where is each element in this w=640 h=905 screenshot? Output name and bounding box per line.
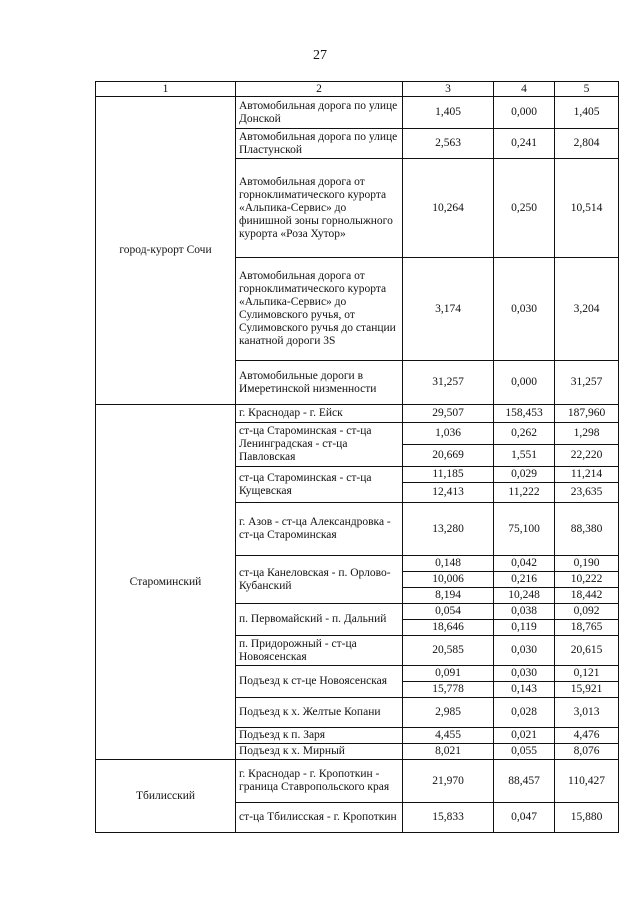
- value-cell: 0,030: [494, 666, 555, 682]
- value-cell: 0,091: [403, 666, 494, 682]
- value-cell: 15,833: [403, 803, 494, 833]
- value-cell: 11,214: [555, 467, 619, 483]
- value-cell: 13,280: [403, 503, 494, 556]
- road-name: п. Придорожный - ст-ца Новоясенская: [236, 636, 403, 666]
- value-cell: 8,076: [555, 744, 619, 760]
- value-cell: 15,880: [555, 803, 619, 833]
- road-name: Автомобильная дорога по улице Пластунской: [236, 129, 403, 159]
- value-cell: 21,970: [403, 760, 494, 803]
- road-name: п. Первомайский - п. Дальний: [236, 604, 403, 636]
- value-cell: 0,241: [494, 129, 555, 159]
- road-name: Автомобильные дороги в Имеретинской низменности: [236, 361, 403, 405]
- value-cell: 110,427: [555, 760, 619, 803]
- table-header-row: [96, 82, 619, 97]
- value-cell: 1,298: [555, 423, 619, 445]
- value-cell: 11,222: [494, 483, 555, 503]
- value-cell: 0,030: [494, 258, 555, 361]
- value-cell: 0,000: [494, 361, 555, 405]
- page-number: 27: [313, 48, 327, 63]
- value-cell: 0,055: [494, 744, 555, 760]
- district-cell: Тбилисский: [96, 760, 236, 833]
- value-cell: 1,036: [403, 423, 494, 445]
- value-cell: 0,143: [494, 682, 555, 698]
- roads-table: [95, 81, 619, 833]
- value-cell: 23,635: [555, 483, 619, 503]
- value-cell: 3,174: [403, 258, 494, 361]
- value-cell: 88,457: [494, 760, 555, 803]
- value-cell: 0,262: [494, 423, 555, 445]
- value-cell: 0,119: [494, 620, 555, 636]
- road-name: Подъезд к х. Желтые Копани: [236, 698, 403, 728]
- value-cell: 0,054: [403, 604, 494, 620]
- road-name: Автомобильная дорога от горноклиматического курорта «Альпика-Сервис» до Сулимовского ручья, от Сулимовского ручья до станции канатной дороги 3S: [236, 258, 403, 361]
- value-cell: 75,100: [494, 503, 555, 556]
- value-cell: 0,216: [494, 572, 555, 588]
- value-cell: 10,264: [403, 159, 494, 258]
- value-cell: 3,013: [555, 698, 619, 728]
- value-cell: 2,985: [403, 698, 494, 728]
- value-cell: 187,960: [555, 405, 619, 423]
- value-cell: 1,405: [403, 97, 494, 129]
- value-cell: 0,190: [555, 556, 619, 572]
- road-name: ст-ца Тбилисская - г. Кропоткин: [236, 803, 403, 833]
- road-name: Автомобильная дорога по улице Донской: [236, 97, 403, 129]
- value-cell: 11,185: [403, 467, 494, 483]
- district-cell: город-курорт Сочи: [96, 97, 236, 405]
- value-cell: 88,380: [555, 503, 619, 556]
- table-row: [96, 97, 619, 129]
- value-cell: 0,121: [555, 666, 619, 682]
- road-name: Автомобильная дорога от горноклиматического курорта «Альпика-Сервис» до финишной зоны горнолыжного курорта «Роза Хутор»: [236, 159, 403, 258]
- value-cell: 0,042: [494, 556, 555, 572]
- road-name: ст-ца Староминская - ст-ца Ленинградская - ст-ца Павловская: [236, 423, 403, 467]
- value-cell: 0,028: [494, 698, 555, 728]
- value-cell: 0,030: [494, 636, 555, 666]
- value-cell: 2,804: [555, 129, 619, 159]
- value-cell: 12,413: [403, 483, 494, 503]
- value-cell: 0,000: [494, 97, 555, 129]
- value-cell: 158,453: [494, 405, 555, 423]
- road-name: Подъезд к п. Заря: [236, 728, 403, 744]
- value-cell: 0,038: [494, 604, 555, 620]
- value-cell: 1,405: [555, 97, 619, 129]
- road-name: г. Азов - ст-ца Александровка - ст-ца Староминская: [236, 503, 403, 556]
- value-cell: 15,921: [555, 682, 619, 698]
- value-cell: 18,442: [555, 588, 619, 604]
- road-name: Подъезд к х. Мирный: [236, 744, 403, 760]
- value-cell: 10,248: [494, 588, 555, 604]
- table-row: [96, 405, 619, 423]
- value-cell: 31,257: [555, 361, 619, 405]
- table-row: [96, 760, 619, 803]
- value-cell: 10,222: [555, 572, 619, 588]
- value-cell: 3,204: [555, 258, 619, 361]
- district-cell: Староминский: [96, 405, 236, 760]
- value-cell: 22,220: [555, 445, 619, 467]
- value-cell: 2,563: [403, 129, 494, 159]
- value-cell: 0,021: [494, 728, 555, 744]
- value-cell: 15,778: [403, 682, 494, 698]
- road-name: ст-ца Староминская - ст-ца Кущевская: [236, 467, 403, 503]
- column-header: 3: [403, 82, 494, 97]
- value-cell: 4,476: [555, 728, 619, 744]
- value-cell: 10,006: [403, 572, 494, 588]
- value-cell: 31,257: [403, 361, 494, 405]
- value-cell: 29,507: [403, 405, 494, 423]
- value-cell: 8,021: [403, 744, 494, 760]
- value-cell: 0,148: [403, 556, 494, 572]
- column-header: 2: [236, 82, 403, 97]
- road-name: г. Краснодар - г. Кропоткин - граница Ставропольского края: [236, 760, 403, 803]
- value-cell: 1,551: [494, 445, 555, 467]
- value-cell: 0,250: [494, 159, 555, 258]
- value-cell: 18,765: [555, 620, 619, 636]
- value-cell: 0,092: [555, 604, 619, 620]
- value-cell: 10,514: [555, 159, 619, 258]
- value-cell: 0,029: [494, 467, 555, 483]
- value-cell: 20,669: [403, 445, 494, 467]
- road-name: ст-ца Канеловская - п. Орлово-Кубанский: [236, 556, 403, 604]
- road-name: г. Краснодар - г. Ейск: [236, 405, 403, 423]
- column-header: 4: [494, 82, 555, 97]
- value-cell: 8,194: [403, 588, 494, 604]
- value-cell: 0,047: [494, 803, 555, 833]
- column-header: 1: [96, 82, 236, 97]
- value-cell: 4,455: [403, 728, 494, 744]
- value-cell: 18,646: [403, 620, 494, 636]
- column-header: 5: [555, 82, 619, 97]
- value-cell: 20,615: [555, 636, 619, 666]
- value-cell: 20,585: [403, 636, 494, 666]
- road-name: Подъезд к ст-це Новоясенская: [236, 666, 403, 698]
